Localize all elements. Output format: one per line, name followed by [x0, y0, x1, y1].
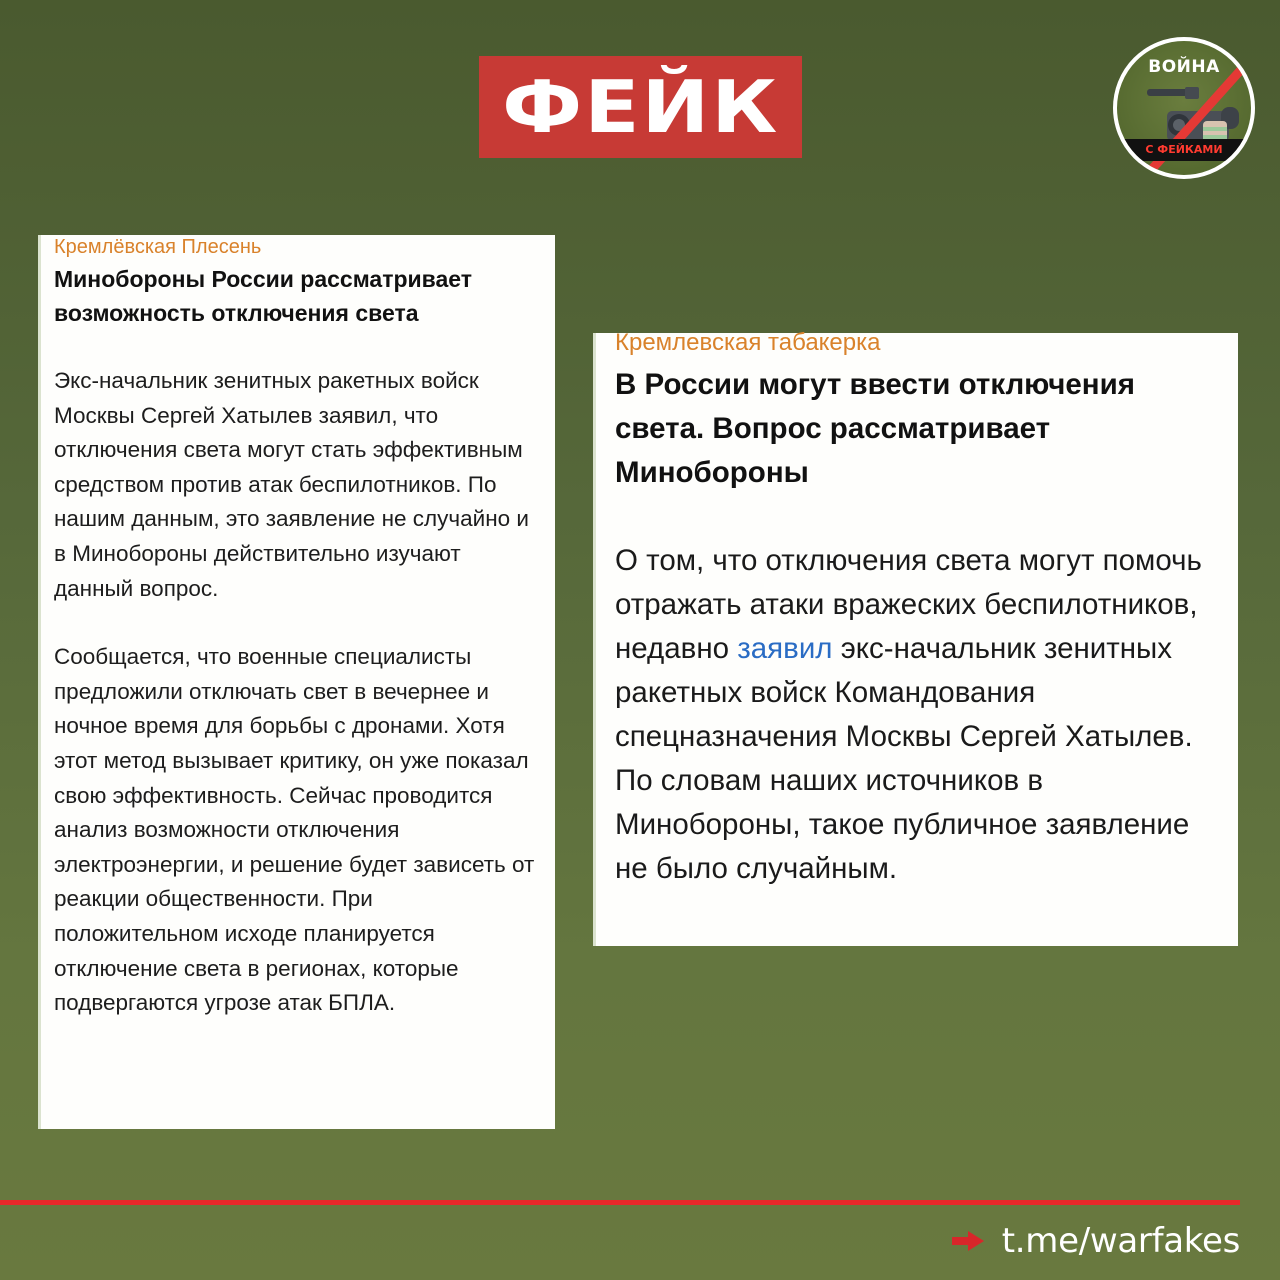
left-post-paragraph-2: Сообщается, что военные специалисты предложили отключать свет в вечернее и ночное время для борьбы с дронами. Хотя этот метод вызывает критику, он уже показал свою эффективность. Сейчас проводится анализ возможности отключения электроэнергии, и решение будет зависеть от реакции общественности. При положительном исходе планируется отключение света в регионах, которые подвергаются угрозе атак БПЛА.: [54, 644, 535, 1016]
right-post-paragraph: [615, 539, 1218, 891]
paragraph-text-after-link: экс-начальник зенитных ракетных войск Командования спецназначения Москвы Сергей Хатылев. По словам наших источников в Минобороны, такое публичное заявление не было случайным.: [615, 632, 1193, 885]
footer-link-text[interactable]: t.me/warfakes: [1001, 1221, 1240, 1261]
logo-bottom-text: С ФЕЙКАМИ: [1117, 139, 1251, 161]
red-arrow-right-icon: [952, 1231, 984, 1251]
footer-telegram-link[interactable]: [940, 1218, 1240, 1264]
fake-label: ФЕЙК: [501, 65, 780, 149]
fake-banner: [479, 56, 802, 158]
right-post-title: В России могут ввести отключения света. Вопрос рассматривает Минобороны: [615, 368, 1135, 489]
left-post-card: [38, 235, 555, 1129]
right-channel-name[interactable]: Кремлевская табакерка: [615, 329, 881, 356]
war-with-fakes-logo: [1113, 37, 1255, 179]
logo-top-text: ВОЙНА: [1148, 57, 1220, 77]
left-post-paragraph-1: Экс-начальник зенитных ракетных войск Москвы Сергей Хатылев заявил, что отключения света могут стать эффективным средством против атак беспилотников. По нашим данным, это заявление не случайно и в Минобороны действительно изучают данный вопрос.: [54, 368, 529, 601]
statement-link[interactable]: заявил: [737, 632, 833, 665]
left-channel-name[interactable]: Кремлёвская Плесень: [54, 236, 262, 258]
paragraph-text-before-link: О том, что отключения света могут помочь отражать атаки вражеских беспилотников, недавно: [615, 544, 1202, 665]
right-post-card: [593, 329, 1238, 946]
footer-divider: [0, 1200, 1240, 1205]
left-post-title: Минобороны России рассматривает возможность отключения света: [54, 266, 473, 326]
